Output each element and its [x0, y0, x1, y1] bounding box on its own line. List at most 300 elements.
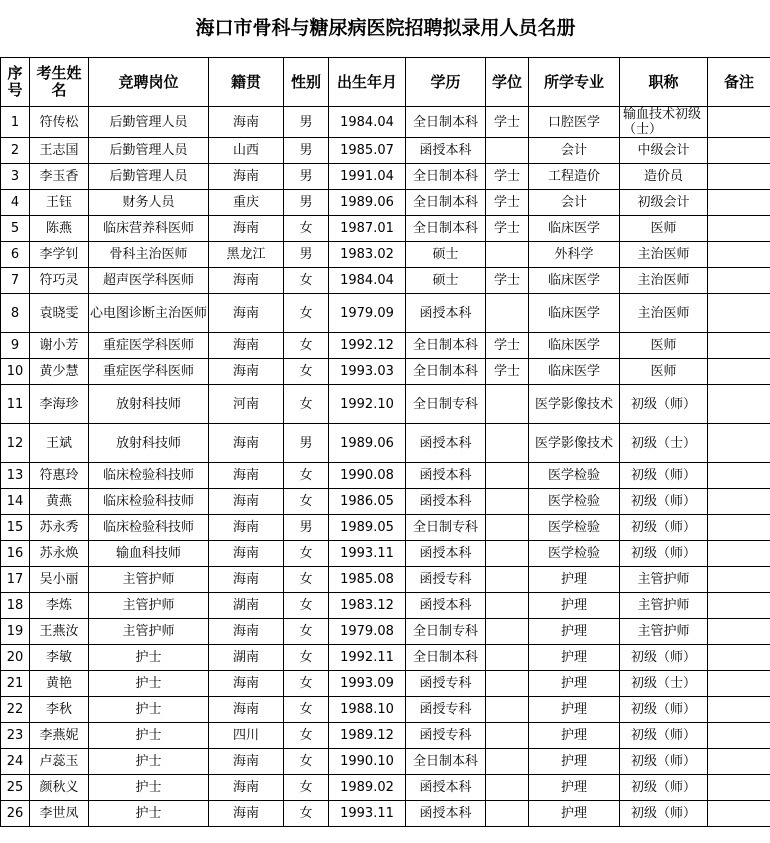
- cell-post: 输血科技师: [89, 541, 209, 567]
- cell-no: 12: [1, 424, 30, 463]
- cell-education: 全日制本科: [406, 164, 486, 190]
- cell-post: 护士: [89, 775, 209, 801]
- cell-major: 护理: [529, 671, 620, 697]
- cell-degree: 学士: [486, 107, 529, 138]
- cell-major: 临床医学: [529, 359, 620, 385]
- cell-education: 函授本科: [406, 294, 486, 333]
- cell-name: 颜秋义: [30, 775, 89, 801]
- cell-post: 护士: [89, 801, 209, 827]
- cell-education: 全日制专科: [406, 515, 486, 541]
- cell-title: 造价员: [620, 164, 708, 190]
- table-row: [1, 242, 770, 268]
- cell-education: 硕士: [406, 268, 486, 294]
- cell-major: 医学检验: [529, 489, 620, 515]
- cell-gender: 男: [284, 190, 329, 216]
- cell-no: 22: [1, 697, 30, 723]
- cell-education: 函授专科: [406, 697, 486, 723]
- cell-no: 20: [1, 645, 30, 671]
- cell-birth: 1983.02: [329, 242, 406, 268]
- cell-note: [708, 359, 770, 385]
- cell-education: 函授本科: [406, 541, 486, 567]
- table-row: [1, 294, 770, 333]
- cell-education: 全日制本科: [406, 749, 486, 775]
- cell-birth: 1987.01: [329, 216, 406, 242]
- cell-note: [708, 801, 770, 827]
- cell-post: 重症医学科医师: [89, 359, 209, 385]
- cell-origin: 海南: [209, 697, 284, 723]
- table-row: [1, 463, 770, 489]
- cell-no: 21: [1, 671, 30, 697]
- cell-major: 临床医学: [529, 333, 620, 359]
- cell-gender: 女: [284, 619, 329, 645]
- cell-post: 心电图诊断主治医师: [89, 294, 209, 333]
- cell-origin: 重庆: [209, 190, 284, 216]
- cell-title: 初级（师）: [620, 749, 708, 775]
- table-row: [1, 268, 770, 294]
- cell-name: 王燕汝: [30, 619, 89, 645]
- cell-gender: 女: [284, 333, 329, 359]
- table-row: [1, 619, 770, 645]
- cell-origin: 海南: [209, 463, 284, 489]
- cell-degree: [486, 385, 529, 424]
- cell-post: 护士: [89, 697, 209, 723]
- cell-post: 后勤管理人员: [89, 164, 209, 190]
- header-cell: 竞聘岗位: [89, 58, 209, 107]
- cell-origin: 海南: [209, 775, 284, 801]
- cell-title: 医师: [620, 216, 708, 242]
- cell-gender: 女: [284, 385, 329, 424]
- cell-title: 初级（士）: [620, 671, 708, 697]
- cell-post: 财务人员: [89, 190, 209, 216]
- cell-birth: 1993.09: [329, 671, 406, 697]
- header-cell: 备注: [708, 58, 770, 107]
- cell-title: 初级（师）: [620, 775, 708, 801]
- cell-name: 陈燕: [30, 216, 89, 242]
- cell-education: 函授本科: [406, 463, 486, 489]
- cell-post: 临床检验科技师: [89, 515, 209, 541]
- cell-birth: 1990.10: [329, 749, 406, 775]
- cell-origin: 湖南: [209, 593, 284, 619]
- cell-major: 医学检验: [529, 515, 620, 541]
- cell-no: 23: [1, 723, 30, 749]
- cell-origin: 海南: [209, 749, 284, 775]
- cell-degree: [486, 138, 529, 164]
- cell-note: [708, 294, 770, 333]
- header-cell: 所学专业: [529, 58, 620, 107]
- cell-major: 口腔医学: [529, 107, 620, 138]
- cell-post: 临床营养科医师: [89, 216, 209, 242]
- cell-degree: 学士: [486, 164, 529, 190]
- cell-note: [708, 541, 770, 567]
- table-row: [1, 567, 770, 593]
- cell-major: 医学检验: [529, 463, 620, 489]
- cell-note: [708, 697, 770, 723]
- cell-name: 王斌: [30, 424, 89, 463]
- cell-note: [708, 515, 770, 541]
- cell-post: 主管护师: [89, 593, 209, 619]
- table-row: [1, 164, 770, 190]
- cell-title: 初级（师）: [620, 463, 708, 489]
- cell-gender: 男: [284, 164, 329, 190]
- cell-major: 护理: [529, 749, 620, 775]
- cell-origin: 四川: [209, 723, 284, 749]
- cell-title: 主治医师: [620, 294, 708, 333]
- cell-birth: 1989.12: [329, 723, 406, 749]
- cell-degree: [486, 567, 529, 593]
- cell-origin: 海南: [209, 333, 284, 359]
- cell-name: 苏永焕: [30, 541, 89, 567]
- cell-degree: [486, 463, 529, 489]
- cell-note: [708, 190, 770, 216]
- cell-degree: [486, 489, 529, 515]
- cell-origin: 海南: [209, 294, 284, 333]
- table-row: [1, 359, 770, 385]
- cell-major: 护理: [529, 801, 620, 827]
- cell-name: 李燕妮: [30, 723, 89, 749]
- cell-note: [708, 268, 770, 294]
- table-row: [1, 333, 770, 359]
- cell-note: [708, 424, 770, 463]
- cell-note: [708, 216, 770, 242]
- cell-major: 医学影像技术: [529, 385, 620, 424]
- cell-origin: 河南: [209, 385, 284, 424]
- cell-gender: 男: [284, 107, 329, 138]
- cell-origin: 湖南: [209, 645, 284, 671]
- cell-title: 主管护师: [620, 567, 708, 593]
- cell-major: 工程造价: [529, 164, 620, 190]
- cell-education: 函授本科: [406, 593, 486, 619]
- cell-gender: 女: [284, 775, 329, 801]
- cell-name: 李炼: [30, 593, 89, 619]
- cell-no: 26: [1, 801, 30, 827]
- cell-note: [708, 593, 770, 619]
- cell-birth: 1993.11: [329, 801, 406, 827]
- cell-birth: 1989.05: [329, 515, 406, 541]
- cell-name: 李学钊: [30, 242, 89, 268]
- cell-major: 医学影像技术: [529, 424, 620, 463]
- cell-name: 黄燕: [30, 489, 89, 515]
- cell-gender: 女: [284, 268, 329, 294]
- cell-note: [708, 164, 770, 190]
- cell-education: 全日制本科: [406, 216, 486, 242]
- cell-post: 主管护师: [89, 619, 209, 645]
- cell-birth: 1989.06: [329, 424, 406, 463]
- cell-title: 医师: [620, 359, 708, 385]
- cell-major: 护理: [529, 567, 620, 593]
- cell-title: 初级（师）: [620, 385, 708, 424]
- cell-gender: 女: [284, 671, 329, 697]
- cell-birth: 1992.11: [329, 645, 406, 671]
- header-cell: 学位: [486, 58, 529, 107]
- cell-gender: 女: [284, 801, 329, 827]
- cell-birth: 1989.02: [329, 775, 406, 801]
- cell-major: 护理: [529, 645, 620, 671]
- cell-title: 初级（士）: [620, 424, 708, 463]
- table-row: [1, 645, 770, 671]
- cell-degree: [486, 645, 529, 671]
- cell-note: [708, 107, 770, 138]
- cell-degree: [486, 775, 529, 801]
- cell-education: 函授本科: [406, 775, 486, 801]
- table-row: [1, 216, 770, 242]
- cell-post: 临床检验科技师: [89, 489, 209, 515]
- table-row: [1, 775, 770, 801]
- cell-major: 临床医学: [529, 216, 620, 242]
- cell-note: [708, 138, 770, 164]
- cell-degree: [486, 801, 529, 827]
- cell-post: 骨科主治医师: [89, 242, 209, 268]
- table-row: [1, 671, 770, 697]
- cell-birth: 1985.08: [329, 567, 406, 593]
- cell-title: 中级会计: [620, 138, 708, 164]
- cell-birth: 1986.05: [329, 489, 406, 515]
- cell-major: 医学检验: [529, 541, 620, 567]
- cell-degree: [486, 294, 529, 333]
- cell-major: 护理: [529, 723, 620, 749]
- cell-title: 主管护师: [620, 619, 708, 645]
- table-row: [1, 593, 770, 619]
- cell-birth: 1979.09: [329, 294, 406, 333]
- cell-no: 3: [1, 164, 30, 190]
- cell-name: 李世凤: [30, 801, 89, 827]
- cell-degree: 学士: [486, 216, 529, 242]
- cell-note: [708, 619, 770, 645]
- cell-education: 函授本科: [406, 801, 486, 827]
- cell-no: 7: [1, 268, 30, 294]
- cell-no: 18: [1, 593, 30, 619]
- table-row: [1, 138, 770, 164]
- cell-gender: 女: [284, 645, 329, 671]
- cell-gender: 男: [284, 515, 329, 541]
- cell-name: 卢蕊玉: [30, 749, 89, 775]
- cell-no: 24: [1, 749, 30, 775]
- cell-degree: [486, 671, 529, 697]
- cell-education: 函授专科: [406, 671, 486, 697]
- cell-post: 放射科技师: [89, 424, 209, 463]
- table-row: [1, 723, 770, 749]
- cell-post: 护士: [89, 749, 209, 775]
- cell-title: 初级（师）: [620, 697, 708, 723]
- cell-birth: 1992.12: [329, 333, 406, 359]
- cell-title: 初级（师）: [620, 723, 708, 749]
- cell-degree: [486, 424, 529, 463]
- cell-note: [708, 463, 770, 489]
- table-row: [1, 697, 770, 723]
- cell-major: 临床医学: [529, 294, 620, 333]
- cell-education: 硕士: [406, 242, 486, 268]
- cell-degree: 学士: [486, 333, 529, 359]
- cell-major: 会计: [529, 190, 620, 216]
- cell-name: 吴小丽: [30, 567, 89, 593]
- cell-post: 后勤管理人员: [89, 138, 209, 164]
- cell-no: 16: [1, 541, 30, 567]
- cell-education: 全日制本科: [406, 190, 486, 216]
- cell-birth: 1991.04: [329, 164, 406, 190]
- cell-degree: [486, 242, 529, 268]
- cell-education: 函授专科: [406, 723, 486, 749]
- cell-education: 函授本科: [406, 424, 486, 463]
- cell-degree: [486, 697, 529, 723]
- cell-education: 函授本科: [406, 489, 486, 515]
- cell-name: 李海珍: [30, 385, 89, 424]
- cell-birth: 1993.03: [329, 359, 406, 385]
- cell-title: 输血技术初级（士）: [620, 107, 708, 138]
- cell-no: 15: [1, 515, 30, 541]
- cell-origin: 海南: [209, 567, 284, 593]
- cell-post: 后勤管理人员: [89, 107, 209, 138]
- table-row: [1, 541, 770, 567]
- cell-major: 会计: [529, 138, 620, 164]
- cell-education: 函授专科: [406, 567, 486, 593]
- header-cell: 学历: [406, 58, 486, 107]
- cell-name: 符巧灵: [30, 268, 89, 294]
- table-row: [1, 385, 770, 424]
- cell-post: 重症医学科医师: [89, 333, 209, 359]
- cell-no: 6: [1, 242, 30, 268]
- cell-origin: 黑龙江: [209, 242, 284, 268]
- cell-no: 17: [1, 567, 30, 593]
- table-row: [1, 424, 770, 463]
- cell-birth: 1984.04: [329, 107, 406, 138]
- cell-note: [708, 723, 770, 749]
- cell-education: 函授本科: [406, 138, 486, 164]
- cell-gender: 男: [284, 424, 329, 463]
- header-cell: 序号: [1, 58, 30, 107]
- cell-name: 谢小芳: [30, 333, 89, 359]
- cell-degree: [486, 749, 529, 775]
- cell-gender: 女: [284, 541, 329, 567]
- cell-post: 超声医学科医师: [89, 268, 209, 294]
- cell-title: 初级（师）: [620, 801, 708, 827]
- cell-birth: 1979.08: [329, 619, 406, 645]
- cell-title: 初级（师）: [620, 489, 708, 515]
- cell-origin: 海南: [209, 359, 284, 385]
- cell-origin: 海南: [209, 268, 284, 294]
- cell-no: 9: [1, 333, 30, 359]
- cell-gender: 女: [284, 723, 329, 749]
- cell-name: 符惠玲: [30, 463, 89, 489]
- cell-post: 临床检验科技师: [89, 463, 209, 489]
- cell-degree: [486, 723, 529, 749]
- header-cell: 性别: [284, 58, 329, 107]
- page-title: 海口市骨科与糖尿病医院招聘拟录用人员名册: [1, 0, 770, 58]
- cell-origin: 海南: [209, 671, 284, 697]
- table-row: [1, 489, 770, 515]
- cell-note: [708, 567, 770, 593]
- cell-gender: 女: [284, 593, 329, 619]
- cell-major: 护理: [529, 775, 620, 801]
- cell-major: 护理: [529, 593, 620, 619]
- cell-education: 全日制本科: [406, 333, 486, 359]
- cell-note: [708, 242, 770, 268]
- cell-no: 5: [1, 216, 30, 242]
- cell-education: 全日制专科: [406, 619, 486, 645]
- cell-name: 李玉香: [30, 164, 89, 190]
- cell-title: 主治医师: [620, 242, 708, 268]
- cell-no: 11: [1, 385, 30, 424]
- cell-no: 1: [1, 107, 30, 138]
- cell-no: 4: [1, 190, 30, 216]
- cell-origin: 海南: [209, 619, 284, 645]
- cell-gender: 女: [284, 489, 329, 515]
- cell-note: [708, 333, 770, 359]
- cell-education: 全日制本科: [406, 107, 486, 138]
- cell-no: 8: [1, 294, 30, 333]
- cell-title: 主管护师: [620, 593, 708, 619]
- cell-name: 苏永秀: [30, 515, 89, 541]
- cell-post: 护士: [89, 671, 209, 697]
- cell-origin: 海南: [209, 216, 284, 242]
- cell-birth: 1984.04: [329, 268, 406, 294]
- cell-origin: 海南: [209, 164, 284, 190]
- cell-note: [708, 489, 770, 515]
- cell-birth: 1990.08: [329, 463, 406, 489]
- table-row: [1, 801, 770, 827]
- table-row: [1, 107, 770, 138]
- cell-education: 全日制专科: [406, 385, 486, 424]
- cell-note: [708, 671, 770, 697]
- cell-origin: 海南: [209, 541, 284, 567]
- cell-birth: 1989.06: [329, 190, 406, 216]
- cell-major: 临床医学: [529, 268, 620, 294]
- cell-note: [708, 645, 770, 671]
- cell-origin: 海南: [209, 107, 284, 138]
- cell-name: 黄艳: [30, 671, 89, 697]
- cell-title: 初级会计: [620, 190, 708, 216]
- cell-birth: 1992.10: [329, 385, 406, 424]
- cell-major: 护理: [529, 697, 620, 723]
- cell-no: 19: [1, 619, 30, 645]
- cell-degree: 学士: [486, 359, 529, 385]
- cell-gender: 女: [284, 359, 329, 385]
- cell-note: [708, 749, 770, 775]
- cell-name: 符传松: [30, 107, 89, 138]
- cell-birth: 1993.11: [329, 541, 406, 567]
- cell-title: 初级（师）: [620, 541, 708, 567]
- cell-gender: 女: [284, 216, 329, 242]
- cell-gender: 女: [284, 567, 329, 593]
- cell-no: 14: [1, 489, 30, 515]
- cell-note: [708, 775, 770, 801]
- cell-gender: 女: [284, 463, 329, 489]
- cell-note: [708, 385, 770, 424]
- cell-origin: 海南: [209, 424, 284, 463]
- cell-post: 护士: [89, 723, 209, 749]
- table-row: [1, 190, 770, 216]
- cell-title: 主治医师: [620, 268, 708, 294]
- cell-post: 护士: [89, 645, 209, 671]
- cell-no: 2: [1, 138, 30, 164]
- cell-origin: 山西: [209, 138, 284, 164]
- table-row: [1, 515, 770, 541]
- cell-origin: 海南: [209, 489, 284, 515]
- cell-gender: 女: [284, 697, 329, 723]
- cell-birth: 1983.12: [329, 593, 406, 619]
- cell-title: 初级（师）: [620, 645, 708, 671]
- cell-gender: 男: [284, 138, 329, 164]
- cell-birth: 1988.10: [329, 697, 406, 723]
- cell-post: 放射科技师: [89, 385, 209, 424]
- cell-name: 李敏: [30, 645, 89, 671]
- table-row: [1, 749, 770, 775]
- cell-gender: 女: [284, 294, 329, 333]
- cell-post: 主管护师: [89, 567, 209, 593]
- cell-origin: 海南: [209, 801, 284, 827]
- cell-no: 13: [1, 463, 30, 489]
- cell-birth: 1985.07: [329, 138, 406, 164]
- cell-name: 袁晓雯: [30, 294, 89, 333]
- cell-education: 全日制本科: [406, 359, 486, 385]
